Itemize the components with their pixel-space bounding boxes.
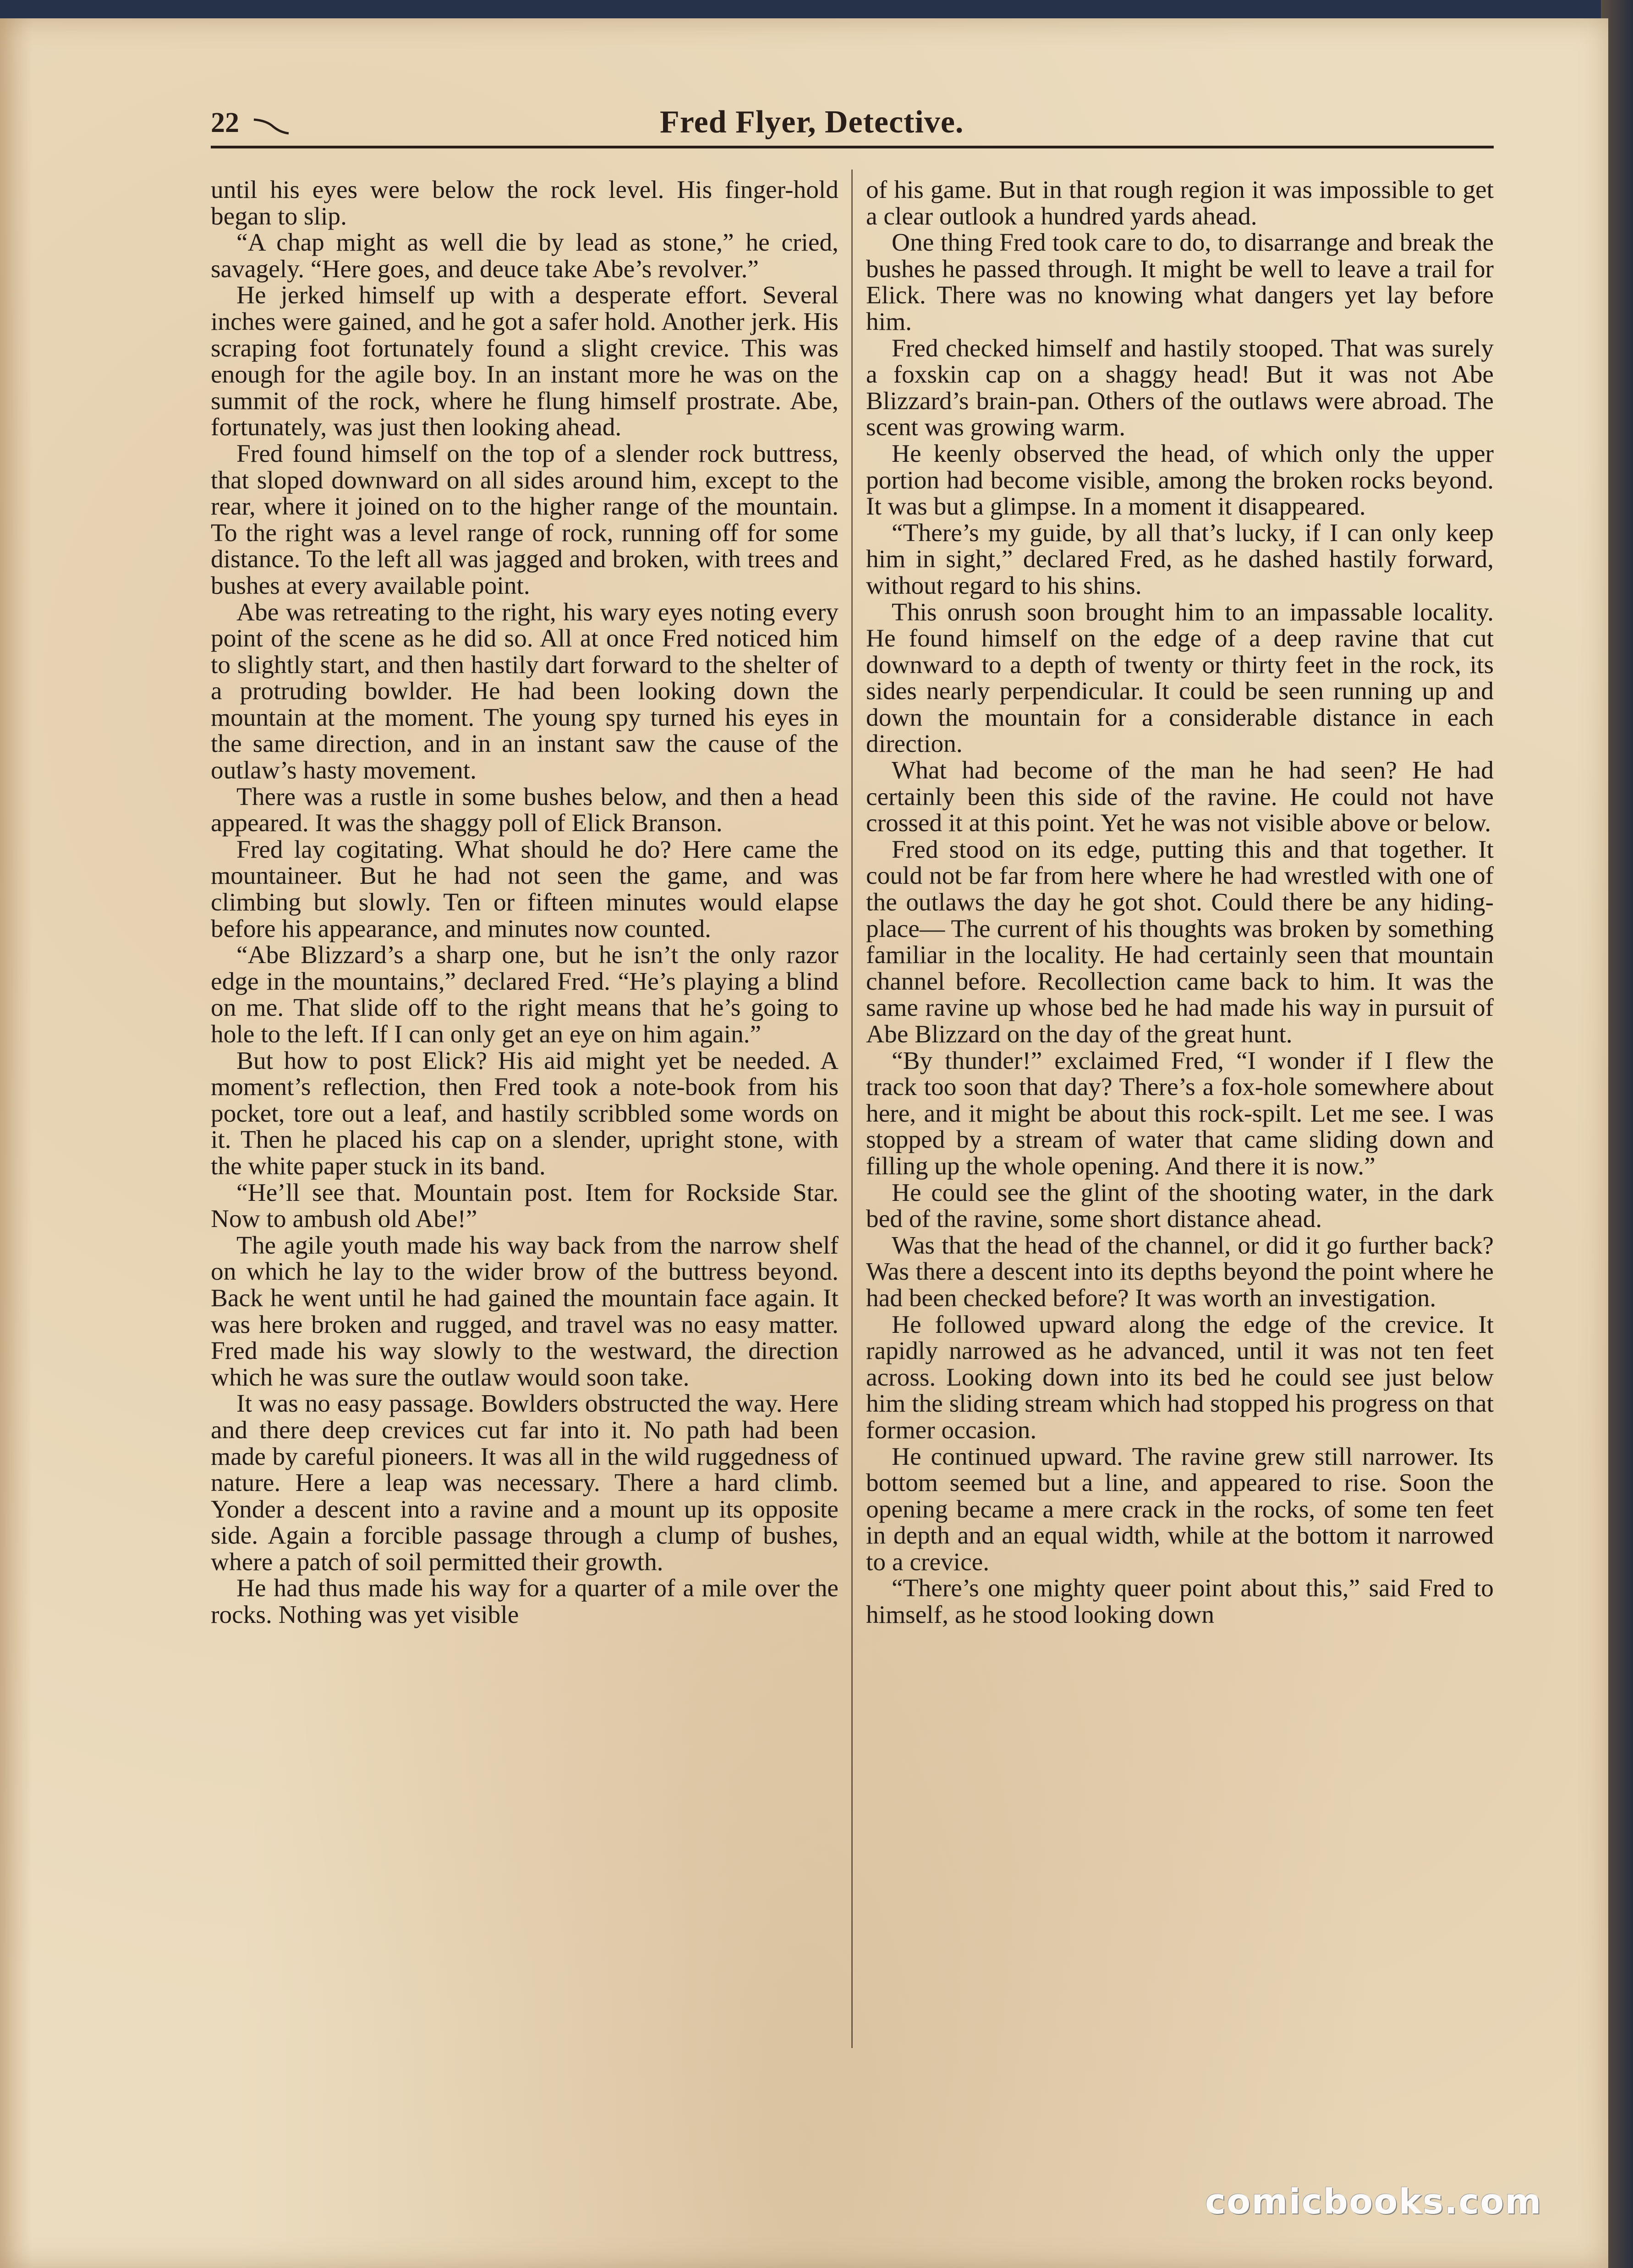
paragraph: This onrush soon brought him to an impassable locality. He found himself on the edge of a deep ravine that cut downward to a depth of twenty or thirty feet in the rock, its sides nearly perpendicular. It could be seen running up and down the mountain for a considerable distance in each direction.: [866, 597, 1494, 758]
paragraph: “He’ll see that. Mountain post. Item for Rockside Star. Now to ambush old Abe!”: [211, 1178, 838, 1233]
paragraph: He continued upward. The ravine grew still narrower. Its bottom seemed but a line, and appeared to rise. Soon the opening became a mere crack in the rocks, of some ten feet in depth and an equal width, while at the bottom it narrowed to a crevice.: [866, 1442, 1494, 1576]
paragraph: Abe was retreating to the right, his wary eyes noting every point of the scene as he did so. All at once Fred noticed him to slightly start, and then hastily dart forward to the shelter of a protruding bowlder. He had been looking down the mountain at the moment. The young spy turned his eyes in the same direction, and in an instant saw the cause of the outlaw’s hasty movement.: [211, 597, 838, 784]
paragraph: “Abe Blizzard’s a sharp one, but he isn’t the only razor edge in the mountains,” declared Fred. “He’s playing a blind on me. That slide off to the right means that he’s going to hole to the left. If I can only get an eye on him again.”: [211, 941, 838, 1048]
paragraph: He keenly observed the head, of which only the upper portion had become visible, among the broken rocks beyond. It was but a glimpse. In a moment it disappeared.: [866, 439, 1494, 520]
page-gutter-shading: [0, 18, 32, 2268]
paragraph: It was no easy passage. Bowlders obstructed the way. Here and there deep crevices cut far into it. No path had been made by careful pioneers. It was all in the wild ruggedness of nature. Here a leap was necessary. There a hard climb. Yonder a descent into a ravine and a mount up its opposite side. Again a forcible passage through a clump of bushes, where a patch of soil permitted their growth.: [211, 1389, 838, 1576]
paragraph: Fred checked himself and hastily stooped. That was surely a foxskin cap on a shaggy head! But it was not Abe Blizzard’s brain-pan. Others of the outlaws were abroad. The scent was growing warm.: [866, 334, 1494, 441]
paragraph: until his eyes were below the rock level. His finger-hold began to slip.: [211, 175, 838, 230]
paragraph: Fred stood on its edge, putting this and that together. It could not be far from here where he had wrestled with one of the outlaws the day he got shot. Could there be any hiding-place— The current of his thoughts was broken by something familiar in the locality. He had certainly seen that mountain channel before. Recollection came back to him. It was the same ravine up whose bed he had made his way in pursuit of Abe Blizzard on the day of the great hunt.: [866, 835, 1494, 1048]
paragraph: “There’s my guide, by all that’s lucky, if I can only keep him in sight,” declared Fred, as he dashed hastily forward, without regard to his shins.: [866, 518, 1494, 599]
header-rule: [211, 146, 1494, 148]
paragraph: “By thunder!” exclaimed Fred, “I wonder if I flew the track too soon that day? There’s a fox-hole somewhere about here, and it might be about this rock-spilt. Let me see. I was stopped by a stream of water that came sliding down and filling up the whole opening. And there it is now.”: [866, 1046, 1494, 1180]
paragraph: What had become of the man he had seen? He had certainly been this side of the ravine. He could not have crossed it at this point. Yet he was not visible above or below.: [866, 756, 1494, 837]
paragraph: “There’s one mighty queer point about this,” said Fred to himself, as he stood looking down: [866, 1574, 1494, 1629]
left-column: [211, 176, 838, 1628]
paragraph: “A chap might as well die by lead as stone,” he cried, savagely. “Here goes, and deuce take Abe’s revolver.”: [211, 228, 838, 283]
paragraph: He could see the glint of the shooting water, in the dark bed of the ravine, some short distance ahead.: [866, 1178, 1494, 1233]
page-number: 22: [211, 107, 239, 138]
paragraph: Was that the head of the channel, or did it go further back? Was there a descent into its depths beyond the point where he had been checked before? It was worth an investigation.: [866, 1231, 1494, 1312]
paragraph: He followed upward along the edge of the crevice. It rapidly narrowed as he advanced, until it was not ten feet across. Looking down into its bed he could see just below him the sliding stream which had stopped his progress on that former occasion.: [866, 1310, 1494, 1444]
paragraph: He had thus made his way for a quarter of a mile over the rocks. Nothing was yet visible: [211, 1574, 838, 1629]
paragraph: But how to post Elick? His aid might yet be needed. A moment’s reflection, then Fred took a note-book from his pocket, tore out a leaf, and hastily scribbled some words on it. Then he placed his cap on a slender, upright stone, with the white paper stuck in its band.: [211, 1046, 838, 1180]
right-column: [866, 176, 1494, 1628]
paragraph: Fred lay cogitating. What should he do? Here came the mountaineer. But he had not seen the game, and was climbing but slowly. Ten or fifteen minutes would elapse before his appearance, and minutes now counted.: [211, 835, 838, 942]
paragraph: There was a rustle in some bushes below, and then a head appeared. It was the shaggy poll of Elick Branson.: [211, 782, 838, 837]
paragraph: One thing Fred took care to do, to disarrange and break the bushes he passed through. It might be well to leave a trail for Elick. There was no knowing what dangers yet lay before him.: [866, 228, 1494, 335]
paragraph: Fred found himself on the top of a slender rock buttress, that sloped downward on all sides around him, except to the rear, where it joined on to the higher range of the mountain. To the right was a level range of rock, running off for some distance. To the left all was jagged and broken, with trees and bushes at every available point.: [211, 439, 838, 599]
running-title: Fred Flyer, Detective.: [660, 104, 964, 140]
paragraph: He jerked himself up with a desperate effort. Several inches were gained, and he got a safer hold. Another jerk. His scraping foot fortunately found a slight crevice. This was enough for the agile boy. In an instant more he was on the summit of the rock, where he flung himself prostrate. Abe, fortunately, was just then looking ahead.: [211, 281, 838, 441]
paragraph: of his game. But in that rough region it was impossible to get a clear outlook a hundred yards ahead.: [866, 175, 1494, 230]
running-header: [211, 103, 1494, 149]
watermark: comicbooks.com: [1205, 2181, 1542, 2222]
column-divider: [851, 170, 853, 2048]
paragraph: The agile youth made his way back from the narrow shelf on which he lay to the wider brow of the buttress beyond. Back he went until he had gained the mountain face again. It was here broken and rugged, and travel was no easy matter. Fred made his way slowly to the westward, the direction which he was sure the outlaw would soon take.: [211, 1231, 838, 1391]
flourish-icon: [253, 117, 290, 135]
